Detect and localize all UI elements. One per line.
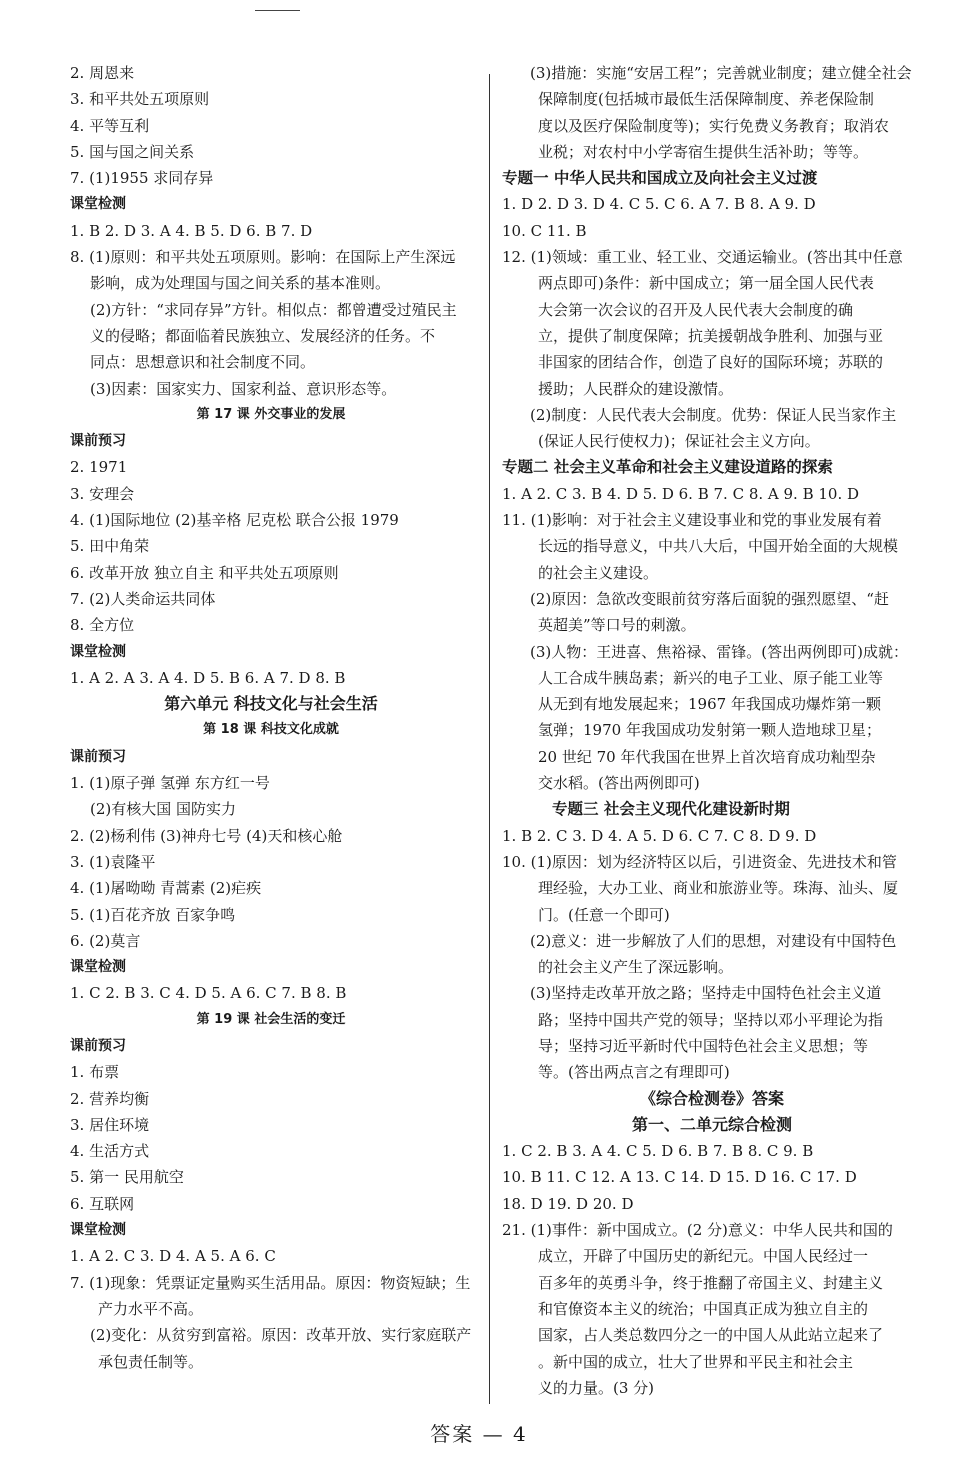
left-line: 1. (1)原子弹 氢弹 东方红一号	[70, 774, 270, 793]
right-line: 10. C 11. B	[502, 221, 587, 240]
left-line: 第 19 课 社会生活的变迁	[196, 1011, 346, 1027]
right-line: 英超美”等口号的刺激。	[538, 616, 696, 635]
left-line: 3. 安理会	[70, 484, 135, 503]
right-line: 和官僚资本主义的统治；中国真正成为独立自主的	[538, 1299, 869, 1318]
left-line: 1. B 2. D 3. A 4. B 5. D 6. B 7. D	[70, 221, 313, 240]
right-line: 21. (1)事件：新中国成立。(2 分)意义：中华人民共和国的	[502, 1221, 893, 1240]
right-line: 大会第一次会议的召开及人民代表大会制度的确	[538, 300, 854, 319]
left-line: 2. 营养均衡	[70, 1089, 150, 1108]
right-line: 的社会主义产生了深远影响。	[538, 958, 734, 977]
left-line: 4. 生活方式	[70, 1142, 150, 1161]
left-line: 产力水平不高。	[98, 1299, 204, 1318]
left-line: 6. (2)莫言	[70, 931, 141, 950]
left-line: 课堂检测	[70, 643, 126, 660]
right-line: 10. B 11. C 12. A 13. C 14. D 15. D 16. C 17. D	[502, 1168, 857, 1187]
right-line: 人工合成牛胰岛素；新兴的电子工业、原子能工业等	[538, 668, 884, 687]
right-line: 门。(任意一个即可)	[538, 905, 670, 924]
right-line: 百多年的英勇斗争，终于推翻了帝国主义、封建主义	[538, 1273, 884, 1292]
right-column	[502, 60, 922, 1401]
right-line: 两点即可)条件：新中国成立；第一届全国人民代表	[538, 274, 874, 293]
left-line: 同点：思想意识和社会制度不同。	[90, 353, 316, 372]
right-line: 1. A 2. C 3. B 4. D 5. D 6. B 7. C 8. A 9. B 10. D	[502, 484, 860, 503]
left-line: 1. C 2. B 3. C 4. D 5. A 6. C 7. B 8. B	[70, 984, 347, 1003]
left-line: 2. (2)杨利伟 (3)神舟七号 (4)天和核心舱	[70, 826, 343, 845]
right-line: 业税；对农村中小学寄宿生提供生活补助；等等。	[538, 142, 869, 161]
left-line: 影响，成为处理国与国之间关系的基本准则。	[90, 274, 391, 293]
right-line: 第一、二单元综合检测	[631, 1114, 792, 1134]
left-line: 3. 居住环境	[70, 1115, 150, 1134]
left-line: 7. (1)1955 求同存异	[70, 169, 214, 188]
right-line: 理经验，大办工业、商业和旅游业等。珠海、汕头、厦	[538, 879, 899, 898]
right-line: 国家，占人类总数四分之一的中国人从此站立起来了	[538, 1326, 884, 1345]
left-line: 5. (1)百花齐放 百家争鸣	[70, 905, 236, 924]
left-line: 1. A 2. A 3. A 4. D 5. B 6. A 7. D 8. B	[70, 668, 346, 687]
right-line: 交水稻。(答出两例即可)	[538, 774, 700, 793]
right-line: 导；坚持习近平新时代中国特色社会主义思想；等	[538, 1036, 869, 1055]
right-line: 义的力量。(3 分)	[538, 1378, 655, 1397]
left-line: 1. A 2. C 3. D 4. A 5. A 6. C	[70, 1247, 276, 1266]
left-line: 2. 周恩来	[70, 64, 135, 82]
right-line: 专题二 社会主义革命和社会主义建设道路的探索	[502, 458, 833, 477]
right-line: 专题一 中华人民共和国成立及向社会主义过渡	[502, 169, 818, 188]
left-line: 8. 全方位	[70, 616, 135, 635]
right-line: 氢弹；1970 年我国成功发射第一颗人造地球卫星；	[538, 721, 881, 740]
right-line: 保障制度(包括城市最低生活保障制度、养老保险制	[538, 90, 874, 109]
left-line: 4. (1)国际地位 (2)基辛格 尼克松 联合公报 1979	[70, 511, 399, 530]
right-line: 成立，开辟了中国历史的新纪元。中国人民经过一	[538, 1247, 869, 1266]
left-line: 第 18 课 科技文化成就	[203, 722, 339, 738]
left-line: 课前预习	[70, 748, 126, 765]
right-line: 援助；人民群众的建设激情。	[538, 379, 734, 398]
left-line: 课前预习	[70, 433, 126, 450]
left-line: 承包责任制等。	[98, 1352, 204, 1371]
column-divider	[489, 74, 490, 1404]
left-line: 第 17 课 外交事业的发展	[196, 406, 346, 422]
right-line: 1. B 2. C 3. D 4. A 5. D 6. C 7. C 8. D 9. D	[502, 826, 817, 845]
right-line: 从无到有地发展起来；1967 年我国成功爆炸第一颗	[538, 695, 881, 714]
left-line: 7. (1)现象：凭票证定量购买生活用品。原因：物资短缺；生	[70, 1273, 471, 1292]
right-line: 18. D 19. D 20. D	[502, 1194, 634, 1213]
right-line: 20 世纪 70 年代我国在世界上首次培育成功籼型杂	[538, 747, 876, 766]
right-line: (3)坚持走改革开放之路；坚持走中国特色社会主义道	[530, 984, 882, 1003]
right-line: (2)制度：人民代表大会制度。优势：保证人民当家作主	[530, 405, 897, 424]
left-line: 义的侵略；都面临着民族独立、发展经济的任务。不	[90, 326, 436, 345]
left-line: 课堂检测	[70, 196, 126, 213]
left-line: 5. 国与国之间关系	[70, 142, 195, 161]
right-line: 长远的指导意义，中共八大后，中国开始全面的大规模	[538, 537, 899, 556]
left-line: 2. 1971	[70, 458, 128, 477]
left-line: 5. 第一 民用航空	[70, 1168, 184, 1187]
left-line: (2)有核大国 国防实力	[90, 800, 237, 819]
right-line: 10. (1)原因：划为经济特区以后，引进资金、先进技术和管	[502, 852, 897, 871]
left-line: (2)方针：“求同存异”方针。相似点：都曾遭受过殖民主	[90, 300, 457, 319]
right-line: 专题三 社会主义现代化建设新时期	[552, 800, 790, 819]
right-line: (保证人民行使权力)；保证社会主义方向。	[538, 432, 820, 451]
left-line: 6. 互联网	[70, 1194, 135, 1213]
left-line: 3. (1)袁隆平	[70, 852, 156, 871]
right-line: 的社会主义建设。	[538, 563, 659, 582]
left-line: 课堂检测	[70, 1222, 126, 1239]
top-rule	[255, 10, 300, 11]
left-line: 8. (1)原则：和平共处五项原则。影响：在国际上产生深远	[70, 248, 456, 267]
left-line: 6. 改革开放 独立自主 和平共处五项原则	[70, 563, 339, 582]
right-line: 等。(答出两点言之有理即可)	[538, 1063, 730, 1082]
right-line: 立，提供了制度保障；抗美援朝战争胜利、加强与亚	[538, 326, 884, 345]
right-line: 非国家的团结合作，创造了良好的国际环境；苏联的	[538, 353, 884, 372]
right-line: 11. (1)影响：对于社会主义建设事业和党的事业发展有着	[502, 511, 882, 530]
right-line: 12. (1)领域：重工业、轻工业、交通运输业。(答出其中任意	[502, 248, 903, 267]
right-line: 1. C 2. B 3. A 4. C 5. D 6. B 7. B 8. C 9. B	[502, 1142, 814, 1161]
right-line: (3)措施：实施“安居工程”；完善就业制度；建立健全社会	[530, 64, 912, 82]
left-line: 7. (2)人类命运共同体	[70, 589, 216, 608]
right-line: (2)原因：急欲改变眼前贫穷落后面貌的强烈愿望、“赶	[530, 589, 889, 608]
left-line: 3. 和平共处五项原则	[70, 90, 210, 109]
left-column	[62, 60, 472, 1375]
right-line: 路；坚持中国共产党的领导；坚持以邓小平理论为指	[538, 1010, 884, 1029]
left-line: (3)因素：国家实力、国家利益、意识形态等。	[90, 379, 397, 398]
left-line: (2)变化：从贫穷到富裕。原因：改革开放、实行家庭联产	[90, 1326, 472, 1345]
right-line: (3)人物：王进喜、焦裕禄、雷锋。(答出两例即可)成就：	[530, 642, 908, 661]
left-line: 1. 布票	[70, 1063, 120, 1082]
left-line: 4. 平等互利	[70, 116, 150, 135]
right-line: 《综合检测卷》答案	[639, 1088, 784, 1108]
left-line: 课前预习	[70, 1037, 126, 1054]
left-line: 4. (1)屠呦呦 青蒿素 (2)疟疾	[70, 879, 262, 898]
left-line: 第六单元 科技文化与社会生活	[164, 694, 378, 714]
right-line: 1. D 2. D 3. D 4. C 5. C 6. A 7. B 8. A 9. D	[502, 195, 816, 214]
right-line: (2)意义：进一步解放了人们的思想，对建设有中国特色	[530, 931, 897, 950]
right-line: 。新中国的成立，壮大了世界和平民主和社会主	[538, 1352, 854, 1371]
left-line: 5. 田中角荣	[70, 537, 150, 556]
left-line: 课堂检测	[70, 959, 126, 976]
page-footer: 答案 — 4	[430, 1422, 528, 1446]
right-line: 度以及医疗保险制度等)；实行免费义务教育；取消农	[538, 116, 889, 135]
